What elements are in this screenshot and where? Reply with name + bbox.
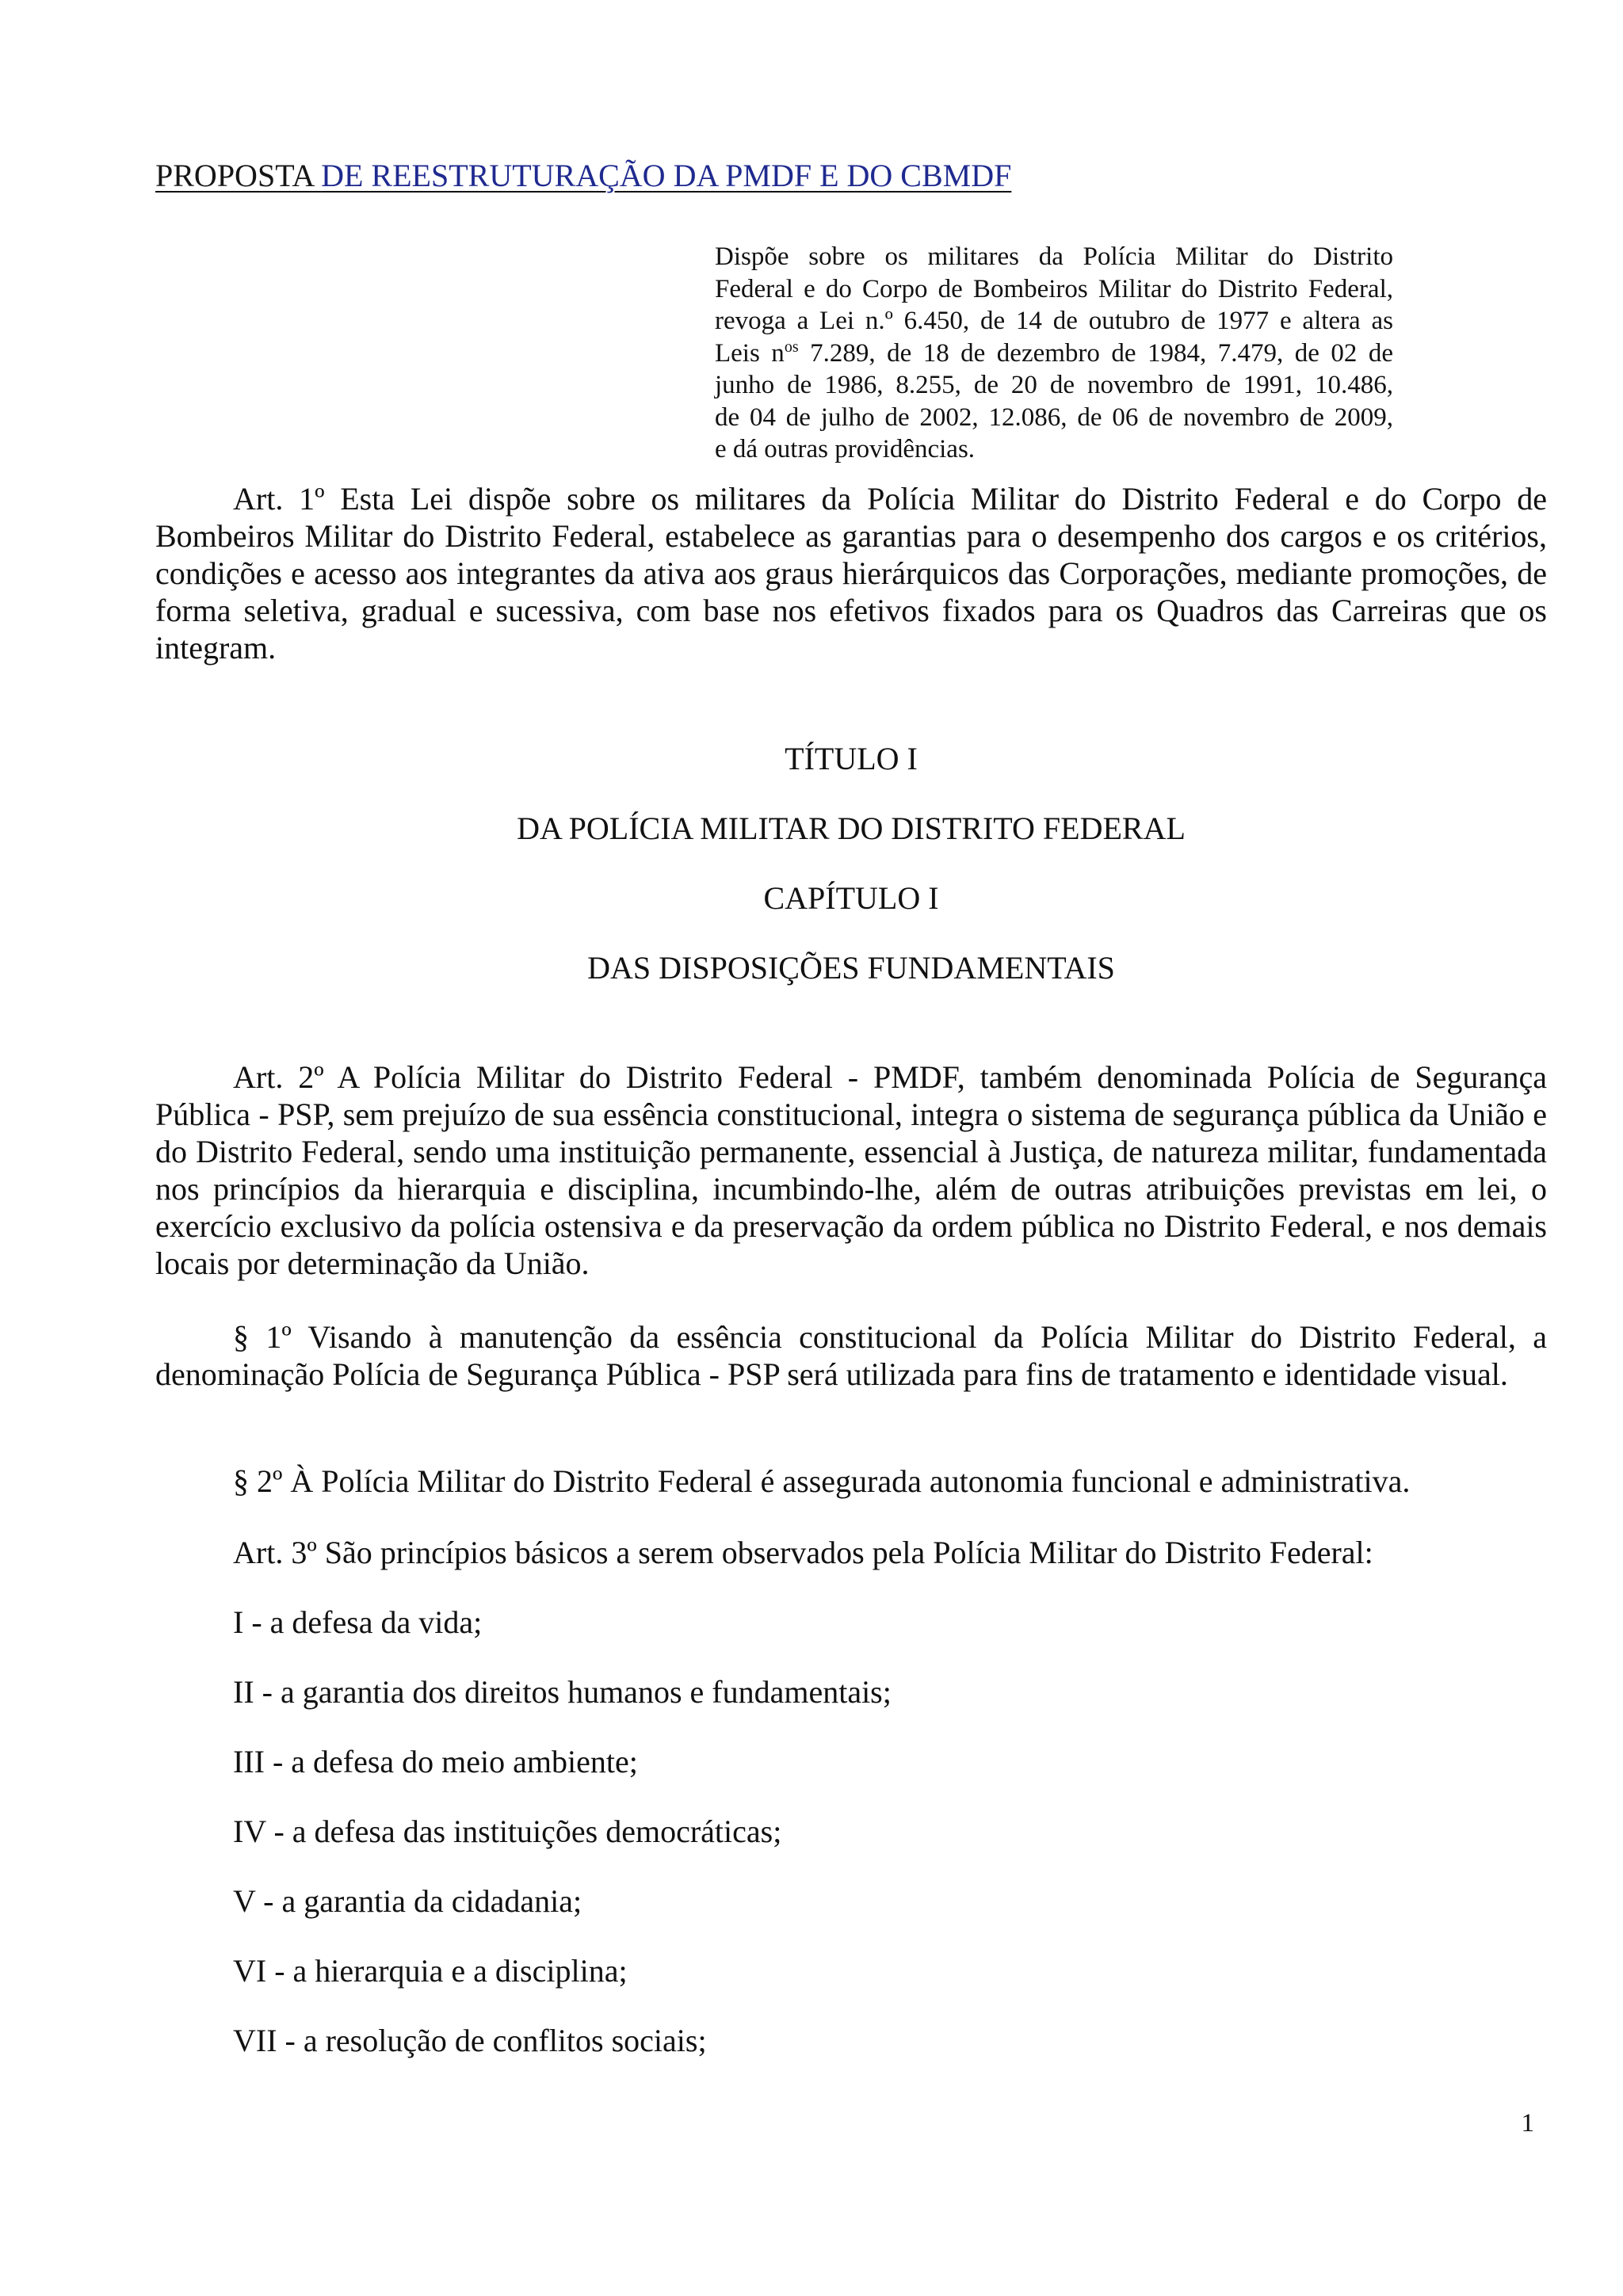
ementa-line: revoga a Lei n.º 6.450, de 14 de outubro de 1977 e altera as — [715, 307, 1393, 335]
list-item: VI - a hierarquia e a disciplina; — [233, 1953, 628, 1989]
article-3: Art. 3º São princípios básicos a serem observados pela Polícia Militar do Distrito Federal: — [233, 1535, 1373, 1570]
article-2: Art. 2º A Polícia Militar do Distrito Federal - PMDF, também denominada Polícia de Segurança Pública - PSP, sem prejuízo de sua essência constitucional, integra o sistema de segurança pública da União e do Distrito Federal, sendo uma instituição permanente, essencial à Justiça, de natureza militar, fundamentada nos princípios da hierarquia e disciplina, incumbindo-lhe, além de outras atribuições previstas em lei, o exercício exclusivo da polícia ostensiva e da preservação da ordem pública no Distrito Federal, e nos demais locais por determinação da União. — [155, 1059, 1547, 1281]
list-item: I - a defesa da vida; — [233, 1604, 483, 1640]
paragraph-1-block — [155, 1318, 1547, 1393]
ementa-line-with-superscript — [715, 338, 1393, 370]
ementa-text: Leis n — [715, 338, 785, 368]
chapter-name: DAS DISPOSIÇÕES FUNDAMENTAIS — [587, 950, 1115, 986]
article-3-block — [155, 1534, 1547, 1571]
ementa-line: Federal e do Corpo de Bombeiros Militar do Distrito Federal, — [715, 274, 1393, 303]
paragraph-2: § 2º À Polícia Militar do Distrito Federal é assegurada autonomia funcional e administrativa. — [233, 1463, 1411, 1499]
list-item: III - a defesa do meio ambiente; — [233, 1744, 638, 1779]
article-1-block — [155, 480, 1547, 666]
list-item: VII - a resolução de conflitos sociais; — [233, 2023, 707, 2058]
heading-part-plain: PROPOSTA — [155, 158, 322, 193]
list-item: IV - a defesa das instituições democráticas; — [233, 1814, 782, 1849]
ementa-line: de 04 de julho de 2002, 12.086, de 06 de novembro de 2009, — [715, 402, 1393, 432]
article-2-block — [155, 1058, 1547, 1282]
page-number: 1 — [1521, 2109, 1534, 2138]
heading-part-link[interactable]: DE REESTRUTURAÇÃO DA PMDF E DO CBMDF — [321, 158, 1012, 193]
chapter-heading: CAPÍTULO I — [763, 880, 939, 916]
ementa-line: junho de 1986, 8.255, de 20 de novembro de 1991, 10.486, — [715, 371, 1393, 399]
list-item: V - a garantia da cidadania; — [233, 1883, 582, 1919]
title-name: DA POLÍCIA MILITAR DO DISTRITO FEDERAL — [517, 810, 1186, 846]
list-item: II - a garantia dos direitos humanos e fundamentais; — [233, 1674, 892, 1710]
article-1: Art. 1º Esta Lei dispõe sobre os militares da Polícia Militar do Distrito Federal e do Corpo de Bombeiros Militar do Distrito Federal, estabelece as garantias para o desempenho dos cargos e os critérios, condições e acesso aos integrantes da ativa aos graus hierárquicos das Corporações, mediante promoções, de forma seletiva, gradual e sucessiva, com base nos efetivos fixados para os Quadros das Carreiras que os integram. — [155, 481, 1547, 666]
ementa-block — [715, 241, 1393, 466]
ementa-superscript: os — [784, 338, 799, 356]
ementa-line: e dá outras providências. — [715, 435, 976, 463]
ementa-line: Dispõe sobre os militares da Polícia Militar do Distrito — [715, 242, 1393, 271]
paragraph-2-block — [155, 1463, 1547, 1500]
title-heading: TÍTULO I — [785, 741, 918, 776]
ementa-text: 7.289, de 18 de dezembro de 1984, 7.479, de 02 de — [798, 338, 1393, 368]
document-heading — [155, 155, 1011, 196]
paragraph-1: § 1º Visando à manutenção da essência constitucional da Polícia Militar do Distrito Federal, a denominação Polícia de Segurança Pública - PSP será utilizada para fins de tratamento e identidade visual. — [155, 1319, 1547, 1392]
